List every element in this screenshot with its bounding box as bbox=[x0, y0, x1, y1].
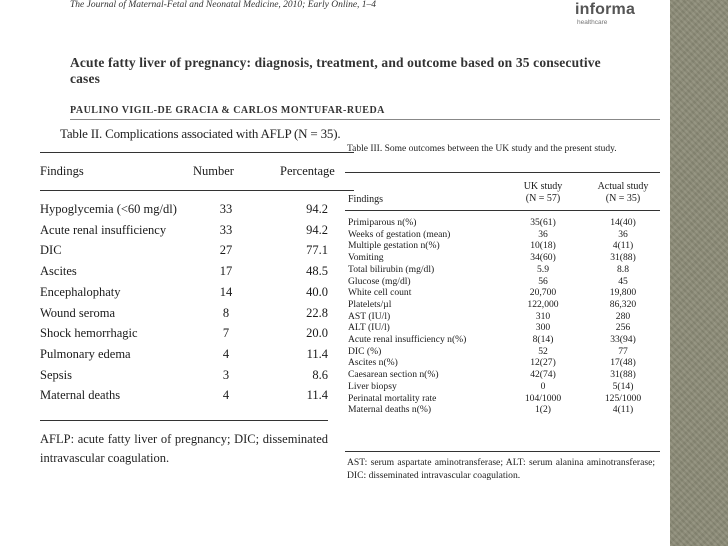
table-row bbox=[40, 202, 360, 222]
table2-cell-percentage: 20.0 bbox=[306, 326, 328, 341]
table3-cell-actual: 86,320 bbox=[609, 298, 637, 310]
table2-cell-percentage: 94.2 bbox=[306, 222, 328, 237]
table3-cell-finding: Acute renal insufficiency n(%) bbox=[348, 334, 467, 345]
table3-cell-actual: 36 bbox=[618, 228, 628, 240]
table3-cell-uk: 34(60) bbox=[530, 252, 556, 264]
table-row bbox=[40, 306, 360, 326]
table-row bbox=[345, 346, 660, 358]
table3-cell-actual: 280 bbox=[615, 310, 631, 322]
table2-caption: Table II. Complications associated with AFLP (N = 35). bbox=[60, 126, 341, 141]
table-row bbox=[40, 368, 360, 388]
table3-header-actual bbox=[590, 181, 656, 205]
table-row bbox=[345, 357, 660, 369]
table2-cell-number: 3 bbox=[222, 367, 230, 382]
table3-cell-actual: 5(14) bbox=[612, 380, 634, 392]
table3-cell-finding: Total bilirubin (mg/dl) bbox=[348, 263, 435, 275]
table3-cell-uk: 122,000 bbox=[527, 298, 559, 310]
table2-cell-number: 4 bbox=[222, 388, 230, 403]
table3-cell-finding: White cell count bbox=[348, 287, 412, 299]
table3-header-findings: Findings bbox=[348, 194, 384, 205]
table3-cell-actual: 4(11) bbox=[612, 404, 634, 416]
table2-cell-finding: Wound seroma bbox=[40, 305, 116, 320]
table3-cell-finding: Platelets/µl bbox=[348, 298, 392, 310]
table-row bbox=[40, 326, 360, 346]
table2-cell-percentage: 77.1 bbox=[306, 243, 328, 258]
table2-top-rule bbox=[40, 152, 354, 153]
table2-cell-percentage: 22.8 bbox=[306, 305, 328, 320]
table2-cell-number: 33 bbox=[219, 222, 233, 237]
table2-cell-percentage: 11.4 bbox=[306, 388, 328, 403]
table3-cell-uk: 52 bbox=[538, 345, 548, 357]
table2-header-findings: Findings bbox=[40, 164, 84, 178]
table3-cell-uk: 300 bbox=[535, 322, 551, 334]
table-row bbox=[345, 369, 660, 381]
table2-cell-percentage: 48.5 bbox=[306, 264, 328, 279]
table-row bbox=[40, 388, 360, 408]
table-row bbox=[345, 299, 660, 311]
table2-bottom-rule bbox=[40, 420, 328, 421]
journal-citation: The Journal of Maternal-Fetal and Neonatal Medicine, 2010; Early Online, 1–4 bbox=[70, 0, 377, 10]
table2-cell-finding: Pulmonary edema bbox=[40, 346, 131, 361]
table3-cell-finding: Liver biopsy bbox=[348, 380, 397, 392]
table3-cell-finding: Glucose (mg/dl) bbox=[348, 275, 411, 287]
table3-cell-uk: 310 bbox=[535, 310, 551, 322]
table3-cell-actual: 125/1000 bbox=[604, 392, 642, 404]
table2-cell-finding: Shock hemorrhagic bbox=[40, 326, 138, 341]
table2-cell-number: 8 bbox=[222, 305, 230, 320]
table-row bbox=[345, 217, 660, 229]
publisher-logo: informa bbox=[575, 1, 636, 18]
publisher-logo-subtitle: healthcare bbox=[577, 19, 608, 26]
table-row bbox=[345, 276, 660, 288]
table-row bbox=[345, 381, 660, 393]
table3-cell-uk: 56 bbox=[538, 275, 548, 287]
table-row bbox=[345, 322, 660, 334]
table-row bbox=[40, 243, 360, 263]
table2-cell-number: 7 bbox=[222, 326, 230, 341]
table3-cell-uk: 36 bbox=[538, 228, 548, 240]
table2-header-number: Number bbox=[193, 164, 234, 178]
table2-cell-finding: Hypoglycemia (<60 mg/dl) bbox=[40, 202, 177, 216]
table-row bbox=[345, 264, 660, 276]
table3-cell-finding: ALT (IU/l) bbox=[348, 322, 390, 334]
table-row bbox=[345, 229, 660, 241]
table2-cell-finding: Maternal deaths bbox=[40, 388, 121, 403]
table3-cell-uk: 0 bbox=[540, 380, 546, 392]
table2-cell-percentage: 94.2 bbox=[306, 202, 328, 216]
table-row bbox=[40, 285, 360, 305]
table2-footnote: AFLP: acute fatty liver of pregnancy; DIC; disseminated intravascular coagulation. bbox=[40, 432, 328, 465]
table3-cell-finding: DIC (%) bbox=[348, 345, 382, 357]
table3-cell-finding: AST (IU/l) bbox=[348, 310, 391, 322]
table3-cell-actual: 4(11) bbox=[612, 240, 634, 252]
table-row bbox=[40, 223, 360, 243]
table3-cell-actual: 31(88) bbox=[610, 369, 636, 381]
table3-cell-actual: 45 bbox=[618, 275, 628, 287]
article-authors: PAULINO VIGIL-DE GRACIA & CARLOS MONTUFAR-RUEDA bbox=[70, 105, 385, 116]
table3-cell-uk: 10(18) bbox=[530, 240, 556, 252]
table3-header-uk-n: (N = 57) bbox=[525, 193, 561, 204]
table3-cell-finding: Weeks of gestation (mean) bbox=[348, 228, 451, 240]
table-row bbox=[345, 334, 660, 346]
table-row bbox=[345, 311, 660, 323]
table-row bbox=[345, 252, 660, 264]
table3-header-actual-label: Actual study bbox=[597, 181, 649, 192]
table3-header-uk-label: UK study bbox=[523, 181, 563, 192]
table-row bbox=[345, 393, 660, 405]
table2-cell-number: 33 bbox=[219, 202, 233, 216]
table3-cell-finding: Vomiting bbox=[348, 252, 384, 264]
table3-cell-uk: 20,700 bbox=[529, 287, 557, 299]
table2-cell-number: 4 bbox=[222, 346, 230, 361]
table3-caption: Table III. Some outcomes between the UK study and the present study. bbox=[347, 144, 617, 154]
table2-header-rule bbox=[40, 190, 354, 191]
authors-divider bbox=[70, 119, 660, 120]
table2-cell-finding: Ascites bbox=[40, 264, 77, 279]
table3-cell-actual: 8.8 bbox=[617, 263, 629, 275]
table3-cell-finding: Caesarean section n(%) bbox=[348, 369, 439, 381]
table2-header-percentage: Percentage bbox=[280, 164, 335, 178]
table3-cell-finding: Primiparous n(%) bbox=[348, 217, 417, 228]
table3-header-rule bbox=[345, 210, 660, 211]
table-row bbox=[345, 240, 660, 252]
table3-cell-uk: 35(61) bbox=[530, 217, 556, 228]
table3-cell-uk: 8(14) bbox=[532, 334, 554, 345]
table3-cell-finding: Perinatal mortality rate bbox=[348, 392, 437, 404]
table-row bbox=[40, 264, 360, 284]
table3-cell-finding: Maternal deaths n(%) bbox=[348, 404, 432, 416]
table3-cell-actual: 14(40) bbox=[610, 217, 636, 228]
table2-cell-finding: DIC bbox=[40, 243, 62, 258]
slide-bottom-margin bbox=[0, 508, 670, 546]
table2-cell-percentage: 8.6 bbox=[312, 367, 328, 382]
table2-cell-percentage: 11.4 bbox=[306, 346, 328, 361]
table-row bbox=[40, 347, 360, 367]
table2-cell-finding: Encephalophaty bbox=[40, 284, 121, 299]
table2-cell-number: 14 bbox=[219, 284, 233, 299]
table3-cell-uk: 1(2) bbox=[535, 404, 551, 416]
table2-cell-finding: Acute renal insufficiency bbox=[40, 222, 167, 237]
table3-cell-uk: 5.9 bbox=[537, 263, 549, 275]
table2-cell-number: 17 bbox=[219, 264, 233, 279]
table3-cell-actual: 19,800 bbox=[609, 287, 637, 299]
table3-cell-finding: Multiple gestation n(%) bbox=[348, 240, 440, 252]
table3-cell-actual: 77 bbox=[618, 345, 628, 357]
article-title: Acute fatty liver of pregnancy: diagnosis, treatment, and outcome based on 35 consecutive cases bbox=[70, 55, 601, 86]
table3-cell-actual: 31(88) bbox=[610, 252, 636, 264]
table3-bottom-rule bbox=[345, 451, 660, 452]
table3-footnote: AST: serum aspartate aminotransferase; ALT: serum alanina aminotransferase; DIC: disseminated intravascular coagulation. bbox=[347, 457, 655, 481]
table3-top-rule bbox=[345, 172, 660, 173]
table3-cell-actual: 17(48) bbox=[610, 357, 636, 369]
table3-cell-actual: 256 bbox=[615, 322, 631, 334]
table-row bbox=[345, 404, 660, 416]
table2-cell-number: 27 bbox=[219, 243, 233, 258]
table2-cell-finding: Sepsis bbox=[40, 367, 72, 382]
decorative-side-strip bbox=[670, 0, 728, 546]
table2-cell-percentage: 40.0 bbox=[306, 284, 328, 299]
table3-header-actual-n: (N = 35) bbox=[605, 193, 641, 204]
table3-cell-uk: 42(74) bbox=[530, 369, 556, 381]
table-row bbox=[345, 287, 660, 299]
table3-cell-actual: 33(94) bbox=[610, 334, 636, 345]
table3-cell-uk: 104/1000 bbox=[524, 392, 562, 404]
table3-header-uk bbox=[515, 181, 571, 205]
table3-cell-finding: Ascites n(%) bbox=[348, 357, 398, 369]
table3-cell-uk: 12(27) bbox=[530, 357, 556, 369]
